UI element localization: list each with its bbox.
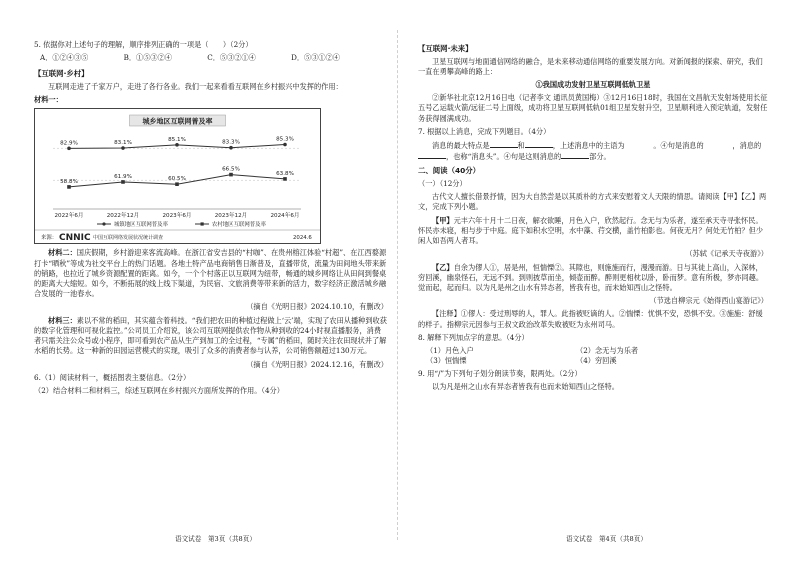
vocab-item-1: （1）月色入户 — [426, 346, 474, 356]
text-yi-label: 【乙】 — [432, 262, 454, 272]
question-8: 8. 解释下列加点字的意思。（4分） — [418, 332, 529, 342]
text-yi-source: （节选自柳宗元《始得西山宴游记》） — [649, 296, 768, 306]
footer-page-4: 语文试卷 第4页（共8页） — [566, 535, 647, 543]
data-label: 58.8% — [60, 179, 78, 186]
right-page — [418, 40, 768, 395]
option-b[interactable]: B．①⑤③②④ — [123, 53, 172, 63]
x-tick-label: 2023年12月 — [214, 213, 248, 220]
page-divider — [397, 30, 398, 540]
section-heading-rural: 【互联网·乡村】 — [34, 69, 89, 79]
question-5-options — [40, 53, 340, 63]
material-1-label: 材料一： — [34, 95, 63, 105]
question-7: 7. 根据以上消息，完成下列题目。（4分） — [418, 126, 551, 136]
data-label: 61.9% — [114, 174, 132, 181]
sub-section-1: （一）（12分） — [418, 179, 467, 188]
blank-3[interactable] — [418, 151, 446, 159]
footer-page-3: 语文试卷 第3页（共8页） — [175, 535, 256, 543]
data-label: 82.9% — [60, 140, 78, 147]
chart-svg — [35, 109, 320, 243]
chart-source-label: 来源： — [41, 235, 58, 242]
option-d[interactable]: D．⑤③①②④ — [291, 53, 340, 63]
urban-data-point — [283, 143, 287, 147]
chart-title: 城乡地区互联网普及率 — [142, 117, 213, 126]
rural-data-point — [67, 186, 71, 190]
question-9-sentence: 以为凡是州之山水有异态者皆我有也而未始知西山之怪特。 — [432, 381, 619, 391]
left-page — [34, 40, 388, 399]
data-label: 60.5% — [168, 176, 186, 183]
question-8-items — [426, 346, 768, 366]
data-label: 85.3% — [276, 136, 294, 143]
vocab-item-4: （4）穷回溪 — [576, 356, 617, 366]
material-3-label: 材料三： — [48, 315, 77, 325]
legend-urban-label: 城镇地区互联网普及率 — [114, 222, 168, 229]
text-jia-source: （苏轼《记承天寺夜游》） — [685, 249, 768, 259]
text-yi: 自余为僇人①，居是州，恒惴慄②。其隙也，则施施而行，漫漫而游。日与其徒上高山，入深林，穷回溪，幽泉怪石，无远不到。到则披草而坐，倾壶而醉。醉则更相枕以卧，卧而梦。意有所极，梦亦同趣。觉而起，起而归。以为凡是州之山水有异态者，皆我有也，而未始知西山之怪特。 — [418, 262, 764, 292]
question-6-1: 6.（1）阅读材料一，概括图表主要信息。（2分） — [34, 372, 191, 382]
news-text: ②新华社北京12月16日电（记者李文 通讯员黄国梅）③12月16日18时，我国在文昌航天发射场使用长征五号乙运载火箭/远征二号上面级，成功将卫星互联网低轨01组卫星发射升空，卫星顺利进入预定轨道，发射任务获得圆满成功。 — [418, 93, 768, 123]
urban-data-point — [67, 147, 71, 151]
question-7-text: 消息的最大特点是 和 ，上述消息中的主语为 。④句是消息的 ，消息的，也称“消息头”。④句是这则消息的 部分。 — [418, 140, 768, 162]
urban-data-point — [175, 143, 179, 147]
material-2-text: 国庆假期，乡村游迎来客流高峰。在浙江省安吉县的“村咖”、在贵州榕江体验“村超”、在江西婺源打卡“晒秋”等成为社交平台上的热门话题。各地土特产品电商销售日渐普及，直播带货，流量为田间地头带来新的销路，也拉近了城乡资源配置的距离。如今，一个个村落正以互联网为纽带，畅通的城乡网络让从田间到餐桌的距离大大缩短。如今，不断拓展的线上线下渠道，为民宿、文旅消费等带来新的活力，数字经济正激活城乡融合发展的一池春水。 — [34, 248, 387, 299]
x-tick-label: 2024年6月 — [270, 213, 300, 220]
reading-intro: 古代文人擅长借景抒情，因为大自然尝是以其质朴的方式来安慰着文人天限的情思。请阅读【甲】【乙】两文，完成下列小题。 — [418, 192, 767, 212]
chart-internet-penetration — [34, 108, 321, 244]
data-label: 63.8% — [276, 171, 294, 178]
question-5: 5. 依据你对上述句子的理解，顺序排列正确的一项是（ ）（2分） — [34, 40, 253, 49]
chart-source-caption: 中国互联网络发展状况统计调查 — [93, 235, 164, 242]
material-2-source: （摘自《光明日报》2024.10.10，有删改） — [246, 302, 388, 312]
legend-rural-marker — [201, 223, 204, 226]
section-heading-future: 【互联网·未来】 — [418, 44, 473, 53]
chart-date: 2024.6 — [293, 235, 312, 242]
x-tick-label: 2022年6月 — [54, 213, 84, 220]
cnnic-logo: CNNIC — [59, 233, 91, 244]
text-jia-label: 【甲】 — [432, 215, 454, 225]
blank-1[interactable] — [490, 140, 518, 148]
option-c[interactable]: C．⑤③②①④ — [207, 53, 256, 63]
urban-data-point — [229, 146, 233, 150]
part-2-heading: 二、阅读（40分） — [418, 166, 481, 176]
data-label: 85.1% — [168, 137, 186, 144]
material-2-label: 材料二： — [48, 248, 77, 258]
text-jia: 元丰六年十月十二日夜，解衣欲睡，月色入户，欣然起行。念无与为乐者，遂至承天寺寻张怀民。怀民亦未寝，相与步于中庭。庭下如积水空明，水中藻、荇交横，盖竹柏影也。何夜无月？何处无竹柏？但少闲人如吾两人者耳。 — [418, 215, 764, 246]
data-label: 66.5% — [222, 166, 240, 173]
news-title: ①我国成功发射卫星互联网低轨卫星 — [535, 79, 651, 89]
urban-data-point — [121, 147, 125, 151]
future-intro: 卫星互联网与地面通信网络的融合，是未来移动通信网络的重要发展方向。对新闻报的探索、研究，我们一直在勇攀高峰的路上： — [418, 56, 763, 76]
question-9: 9. 用“/”为下列句子划分朗读节奏，限两处。（2分） — [418, 368, 582, 378]
vocab-item-3: （3）恒惴慄 — [426, 356, 467, 366]
x-tick-label: 2022年12月 — [106, 213, 140, 220]
data-label: 83.1% — [114, 140, 132, 147]
notes: 【注释】①僇人：受过刑辱的人，罪人。此指被贬谪的人。②惴慄：忧惧不安，恐惧不安。③施施：舒缓的样子。指柳宗元因参与王叔文政治改革失败被贬为永州司马。 — [418, 309, 763, 329]
legend-urban-marker — [102, 223, 105, 226]
rural-data-point — [229, 173, 233, 177]
blank-4[interactable] — [561, 151, 589, 159]
data-label: 83.3% — [222, 140, 240, 147]
rural-data-point — [283, 178, 287, 182]
rural-data-point — [175, 183, 179, 187]
vocab-item-2: （2）念无与为乐者 — [576, 346, 639, 356]
question-6-2: （2）结合材料二和材料三，综述互联网在乡村振兴方面所发挥的作用。（4分） — [34, 386, 284, 396]
option-a[interactable]: A．①②④③⑤ — [40, 53, 89, 63]
x-tick-label: 2023年6月 — [162, 213, 192, 220]
legend-rural-label: 农村地区互联网普及率 — [212, 222, 266, 229]
material-3-source: （摘自《光明日报》2024.12.16，有删改） — [246, 359, 388, 369]
intro-text: 互联网走进了千家万户，走进了各行各业。我们一起来看看互联网在乡村振兴中发挥的作用： — [48, 81, 343, 91]
material-3-text: 素以不常的稻田，其实蕴含着科技。“我们把农田的种植过程做上‘云’端，实现了农田从播种到收获的数字化管理和可视化监控。”公司员工介绍说，该公司互联网提供农作物从种到收的24小时视直播服务，消费者只需关注公众号或小程序，即可看到农产品从生产到加工的全过程，“专属”的稻田，随时关注农田现状并了解水稻的长势。这一种新的田园运营模式的实现，吸引了众多的消费者参与认养，公司销售额超过130万元。 — [34, 315, 387, 356]
rural-data-point — [121, 181, 125, 185]
blank-2[interactable] — [525, 140, 553, 148]
